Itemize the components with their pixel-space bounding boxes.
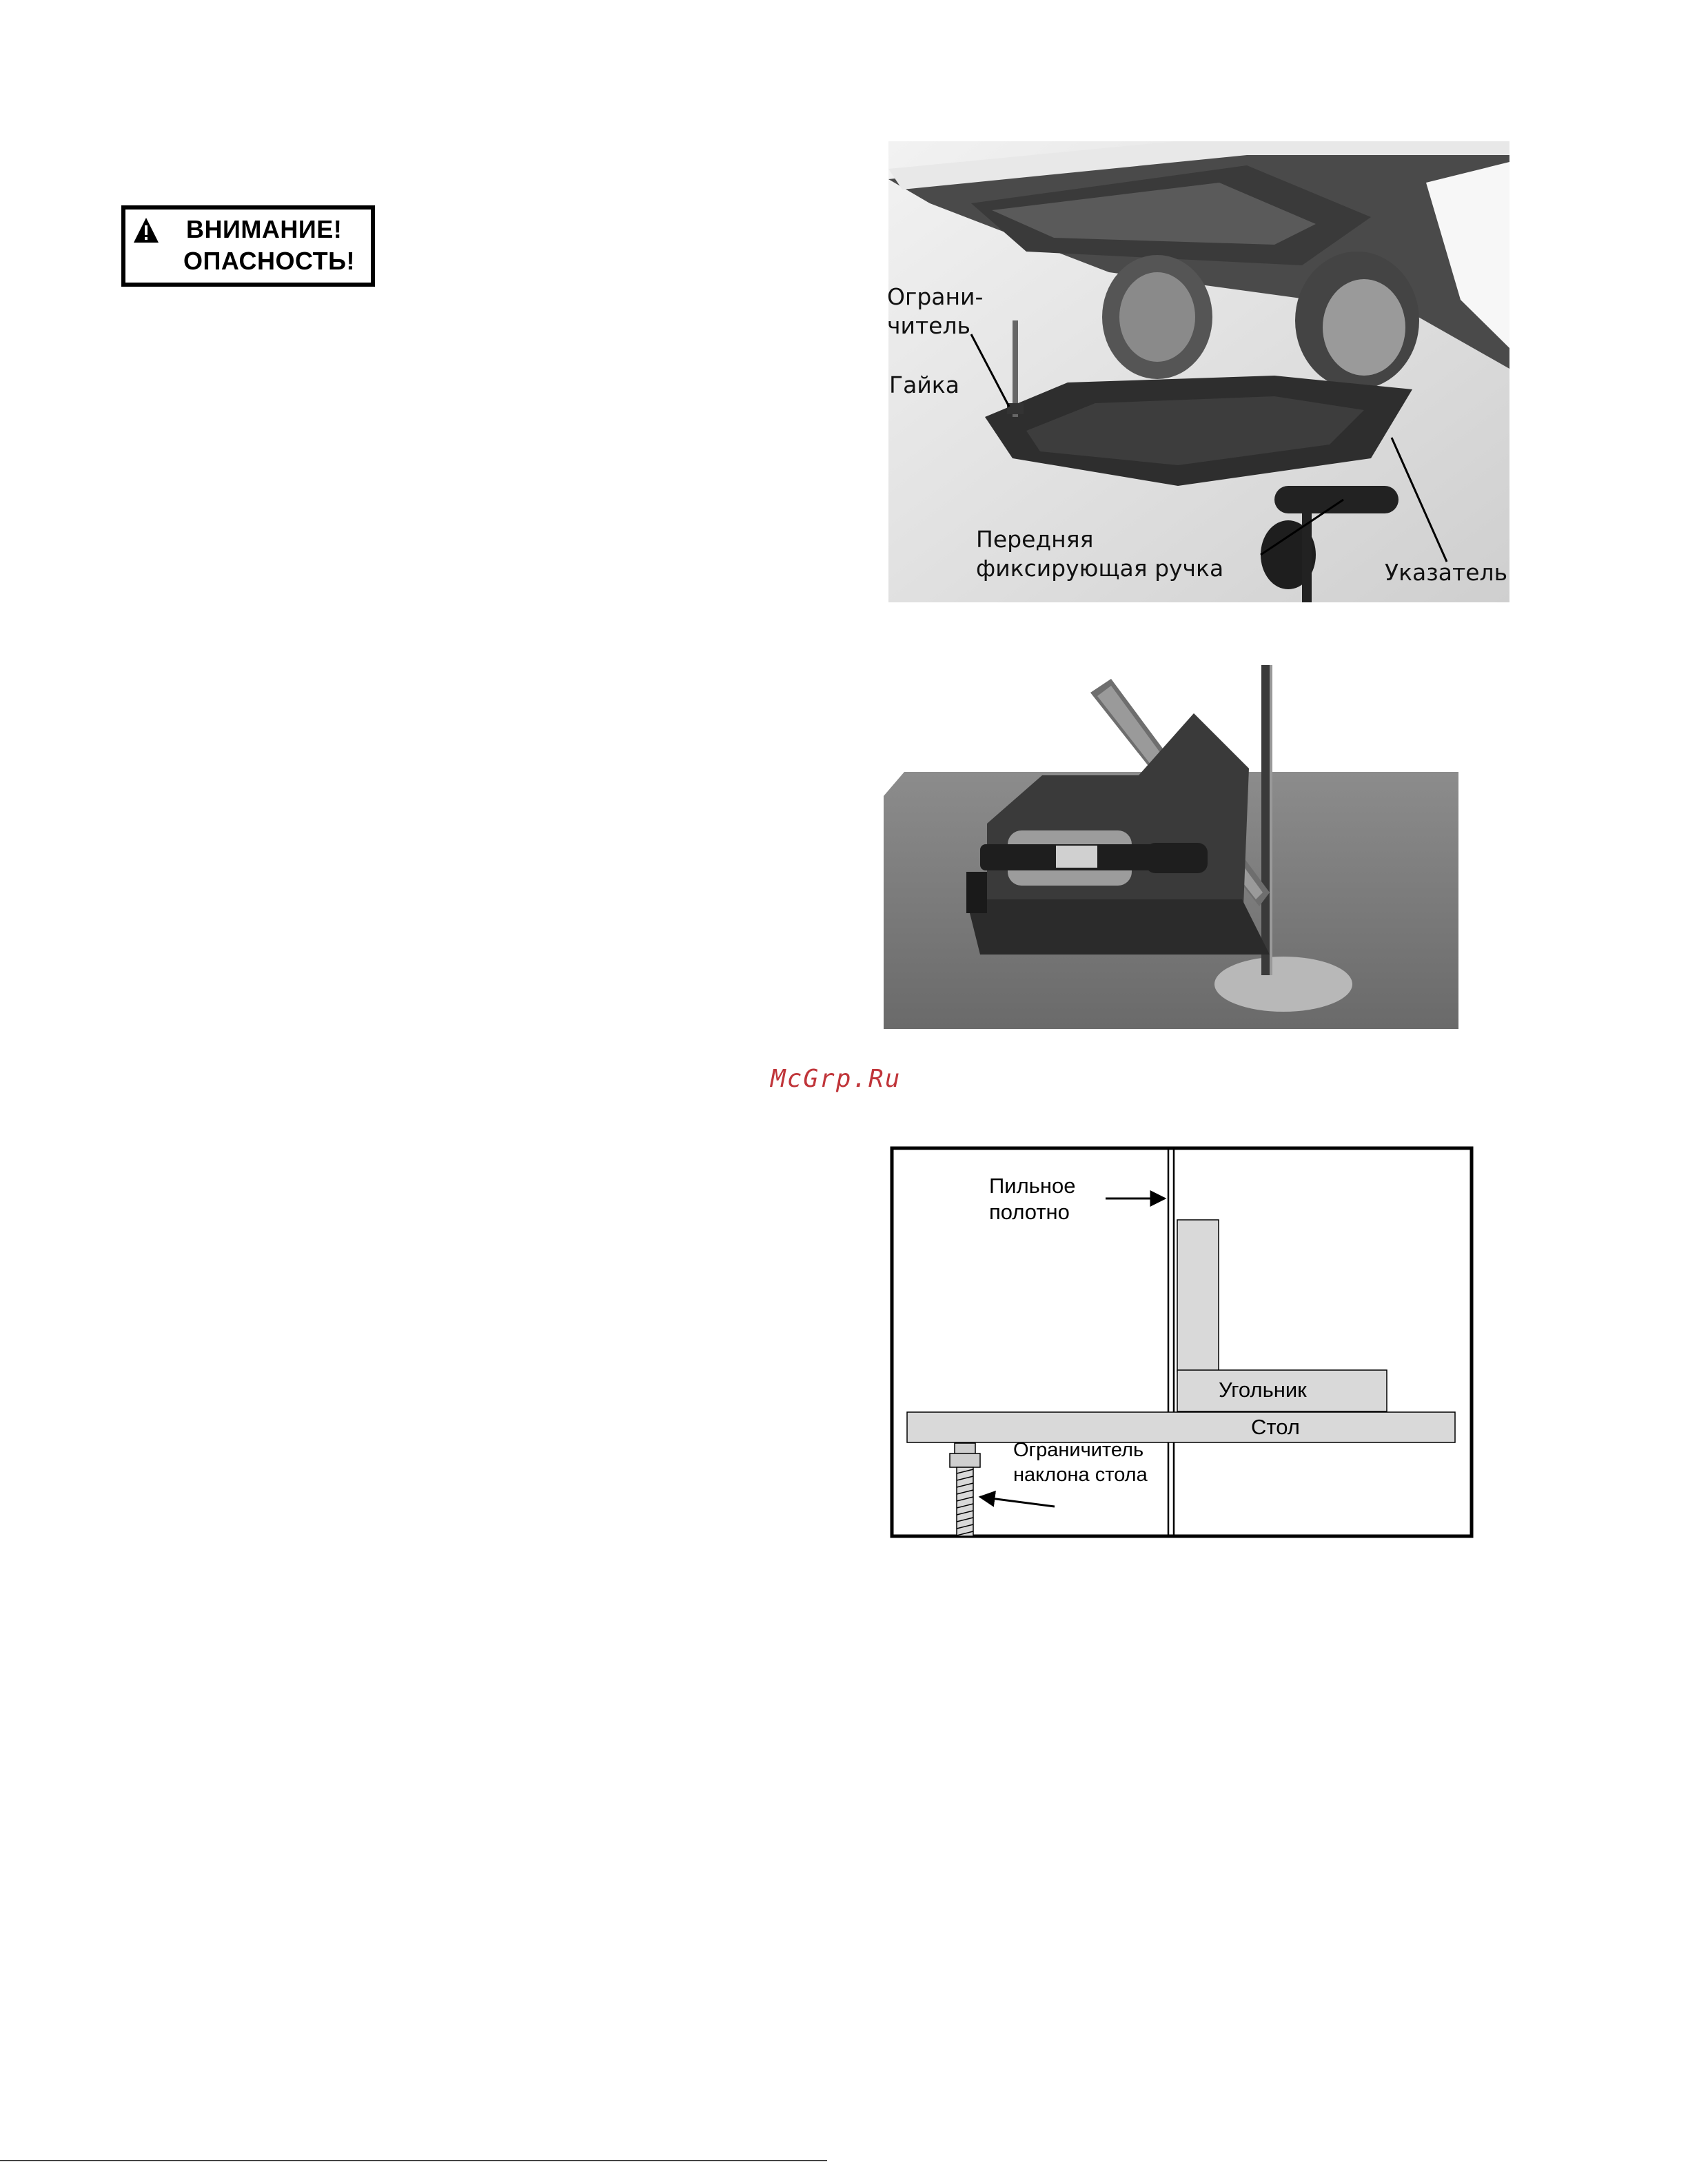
diagram-drawing [889, 1145, 1474, 1539]
label-pointer: Указатель [1385, 559, 1508, 586]
figure-square-blade-photo [884, 665, 1458, 1029]
warning-badge [121, 205, 375, 287]
warning-line-2: ОПАСНОСТЬ! [183, 247, 355, 275]
label-stop: Ограни- читель [887, 283, 984, 339]
figure-blade-square-diagram [889, 1145, 1474, 1539]
combination-square-photo [884, 665, 1458, 1029]
watermark: McGrp.Ru [771, 1065, 902, 1093]
footer-rule [0, 2160, 827, 2161]
label-front-lock-handle: Передняя фиксирующая ручка [976, 526, 1224, 582]
label-table: Стол [1251, 1415, 1300, 1439]
label-nut: Гайка [889, 371, 959, 398]
label-blade: Пильное полотно [989, 1174, 1076, 1224]
warning-line-1: ВНИМАНИЕ! [186, 215, 343, 243]
label-square: Угольник [1219, 1378, 1307, 1402]
warning-triangle-icon [132, 216, 160, 244]
label-tilt-stop: Ограничитель наклона стола [1013, 1439, 1148, 1486]
